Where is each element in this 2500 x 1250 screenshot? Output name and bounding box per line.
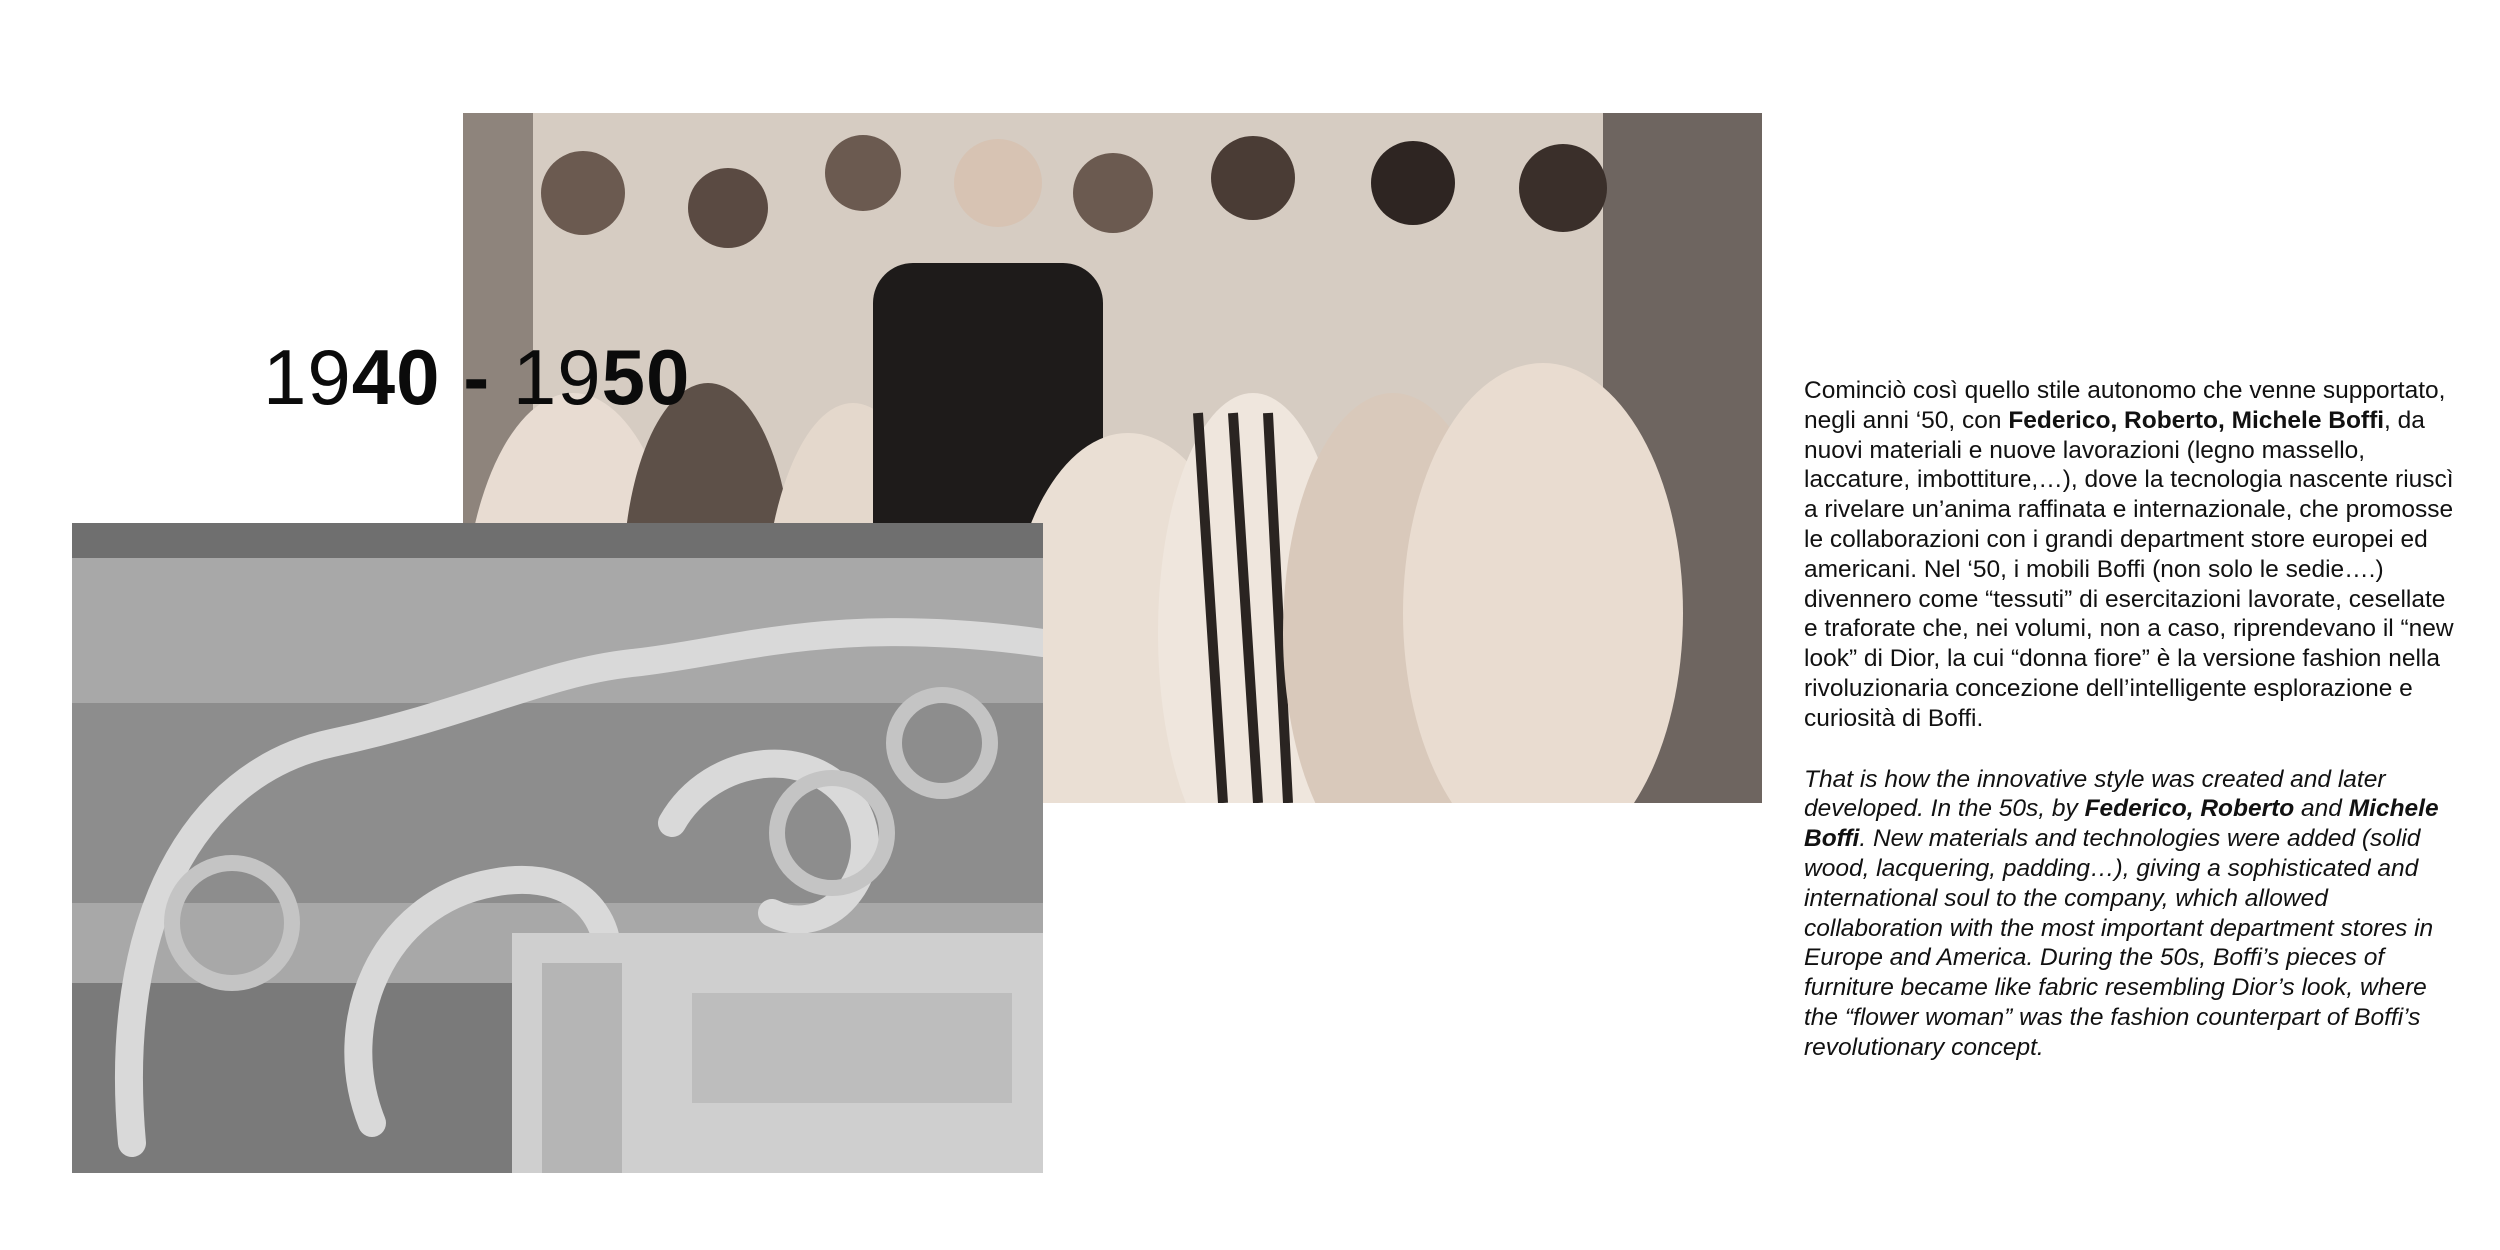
italian-paragraph <box>1804 376 2464 734</box>
title-year-end-thin: 19 <box>512 333 602 421</box>
title-dash: - <box>440 333 513 421</box>
title-year-end-bold: 50 <box>601 333 691 421</box>
text-en-run: . New materials and technologies were added (solid wood, lacquering, padding…), giving a sophisticated and international soul to the company, which allowed collaboration with the most important department stores in Europe and America. During the 50s, Boffi’s pieces of furniture became like fabric resembling Dior’s look, where the “flower woman” was the fashion counterpart of Boffi’s revolutionary concept. <box>1804 825 2434 1061</box>
carving-photo-graphic <box>72 523 1043 1173</box>
text-it-run: Cominciò così quello stile autonomo che venne supportato, negli anni ‘50, con <box>1804 377 2446 434</box>
carving-photo <box>72 523 1043 1173</box>
text-it-run: Federico, Roberto, Michele Boffi <box>2008 406 2385 434</box>
text-en-run: Michele Boffi <box>1804 795 2439 853</box>
english-paragraph <box>1804 765 2464 1063</box>
text-en-run: Federico, Roberto <box>2084 795 2295 823</box>
text-en-run: and <box>2294 795 2349 823</box>
title-year-start-thin: 19 <box>263 333 352 421</box>
body-text <box>1804 376 2464 1063</box>
title-year-start-bold: 40 <box>351 333 441 421</box>
page-title <box>263 333 691 421</box>
text-it-run: , da nuovi materiali e nuove lavorazioni (legno massello, laccature, imbottiture,…), dove la tecnologia nascente riuscì a rivelare un’anima raffinata e internazionale, che promosse le collaborazioni con i grandi department store europei ed americani. Nel ‘50, i mobili Boffi (non solo le sedie….) divennero come “tessuti” di esercitazioni lavorate, cesellate e traforate che, nei volumi, non a caso, riprendevano il “new look” di Dior, la cui “donna fiore” è la versione fashion nella rivoluzionaria concezione dell’intelligente esplorazione e curiosità di Boffi. <box>1804 406 2454 732</box>
text-en-run: That is how the innovative style was created and later developed. In the 50s, by <box>1804 765 2386 823</box>
